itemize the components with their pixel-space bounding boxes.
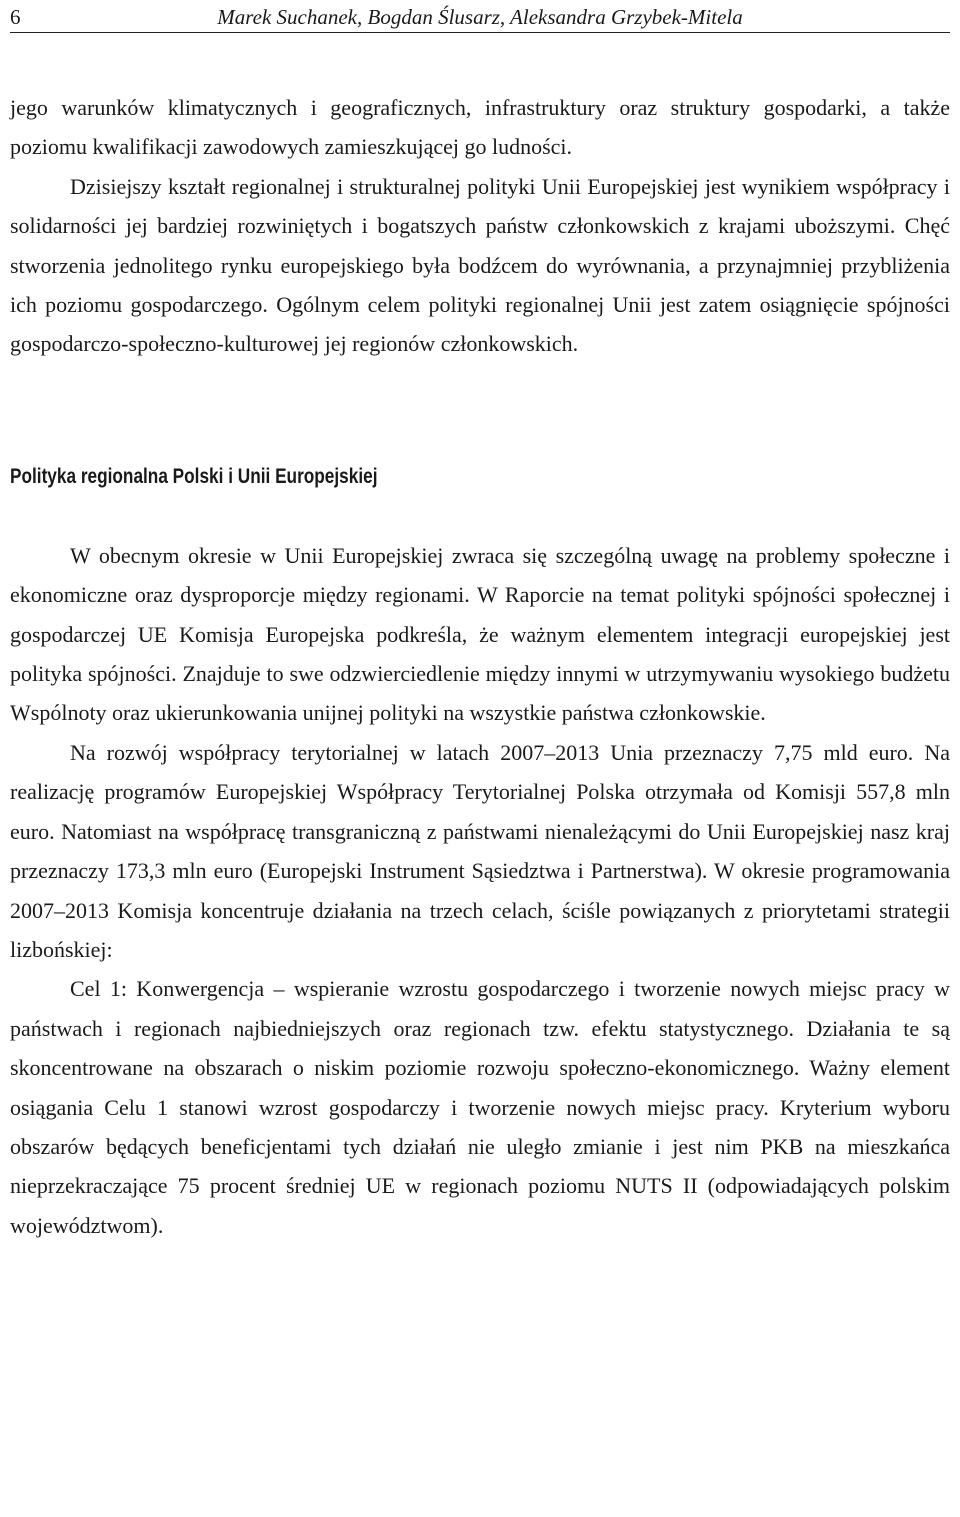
paragraph-goal-1: Cel 1: Konwergencja – wspieranie wzrostu gospodarczego i tworzenie nowych miejsc pracy w państwach i regionach najbiedniejszych oraz regionach tzw. efektu statystycznego. Działania te są skoncentrowane na obszarach o niskim poziomie rozwoju społeczno-ekonomicznego. Ważny element osiągania Celu 1 stanowi wzrost gospodarczy i tworzenie nowych miejsc pracy. Kryterium wyboru obszarów będących beneficjentami tych działań nie uległo zmianie i jest nim PKB na mieszkańca nieprzekraczające 75 procent średniej UE w regionach poziomu NUTS II (odpowiadających polskim województwom). [10,976,950,1238]
paragraph-territorial-cooperation: Na rozwój współpracy terytorialnej w latach 2007–2013 Unia przeznaczy 7,75 mld euro. Na realizację programów Europejskiej Współpracy Terytorialnej Polska otrzymała od Komisji 557,8 mln euro. Natomiast na współpracę transgraniczną z państwami nienależącymi do Unii Europejskiej nasz kraj przeznaczy 173,3 mln euro (Europejski Instrument Sąsiedztwa i Partnerstwa). W okresie programowania 2007–2013 Komisja koncentruje działania na trzech celach, ściśle powiązanych z priorytetami strategii lizbońskiej: [10,739,950,962]
page-body [10,88,950,1245]
running-title: Marek Suchanek, Bogdan Ślusarz, Aleksandra Grzybek-Mitela [217,5,743,29]
paragraph-eu-policy: Dzisiejszy kształt regionalnej i strukturalnej polityki Unii Europejskiej jest wynikiem współpracy i solidarności jej bardziej rozwiniętych i bogatszych państw członkowskich z krajami uboższymi. Chęć stworzenia jednolitego rynku europejskiego była bodźcem do wyrównania, a przynajmniej przybliżenia ich poziomu gospodarczego. Ogólnym celem polityki regionalnej Unii jest zatem osiągnięcie spójności gospodarczo-społeczno-kulturowej jej regionów członkowskich. [10,173,950,357]
page-number: 6 [10,5,21,29]
page-header [10,6,950,33]
section-title: Polityka regionalna Polski i Unii Europejskiej [10,464,378,488]
paragraph-current-period: W obecnym okresie w Unii Europejskiej zwraca się szczególną uwagę na problemy społeczne i ekonomiczne oraz dysproporcje między regionami. W Raporcie na temat polityki spójności społecznej i gospodarczej UE Komisja Europejska podkreśla, że ważnym elementem integracji europejskiej jest polityka spójności. Znajduje to swe odzwierciedlenie między innymi w utrzymywaniu wysokiego budżetu Wspólnoty oraz ukierunkowania unijnej polityki na wszystkie państwa członkowskie. [10,542,950,726]
paragraph-continuation: jego warunków klimatycznych i geograficznych, infrastruktury oraz struktury gospodarki, a także poziomu kwalifikacji zawodowych zamieszkującej go ludności. [10,95,950,160]
